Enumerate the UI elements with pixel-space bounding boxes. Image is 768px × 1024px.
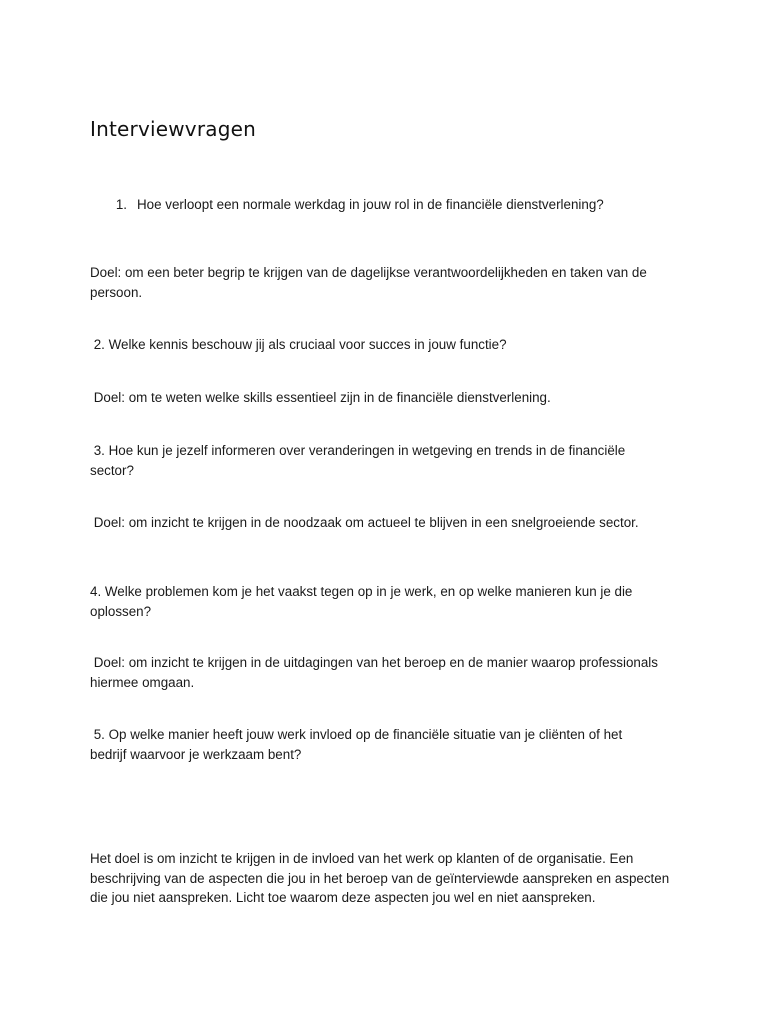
goal-1: Doel: om een beter begrip te krijgen van de dagelijkse verantwoordelijkheden en taken van de persoon. [90,265,647,300]
question-1-text: Hoe verloopt een normale werkdag in jouw rol in de financiële dienstverlening? [137,197,604,212]
question-1 [113,195,604,215]
question-4: 4. Welke problemen kom je het vaakst tegen op in je werk, en op welke manieren kun je die oplossen? [90,584,633,619]
question-3: 3. Hoe kun je jezelf informeren over veranderingen in wetgeving en trends in de financiële sector? [90,443,629,478]
goal-4: Doel: om inzicht te krijgen in de uitdagingen van het beroep en de manier waarop professionals hiermee omgaan. [90,655,662,690]
question-5: 5. Op welke manier heeft jouw werk invloed op de financiële situatie van je cliënten of het bedrijf waarvoor je werkzaam bent? [90,727,626,762]
goal-2: Doel: om te weten welke skills essentieel zijn in de financiële dienstverlening. [90,390,551,405]
page-title: Interviewvragen [90,117,256,141]
question-2: 2. Welke kennis beschouw jij als cruciaal voor succes in jouw functie? [90,337,507,352]
goal-5: Het doel is om inzicht te krijgen in de invloed van het werk op klanten of de organisatie. Een beschrijving van de aspecten die jou in het beroep van de geïnterviewde aanspreken en aspecten die jou niet aanspreken. Licht toe waarom deze aspecten jou wel en niet aanspreken. [90,851,670,905]
question-1-number: 1. [115,197,127,212]
goal-3: Doel: om inzicht te krijgen in de noodzaak om actueel te blijven in een snelgroeiende sector. [90,515,639,530]
